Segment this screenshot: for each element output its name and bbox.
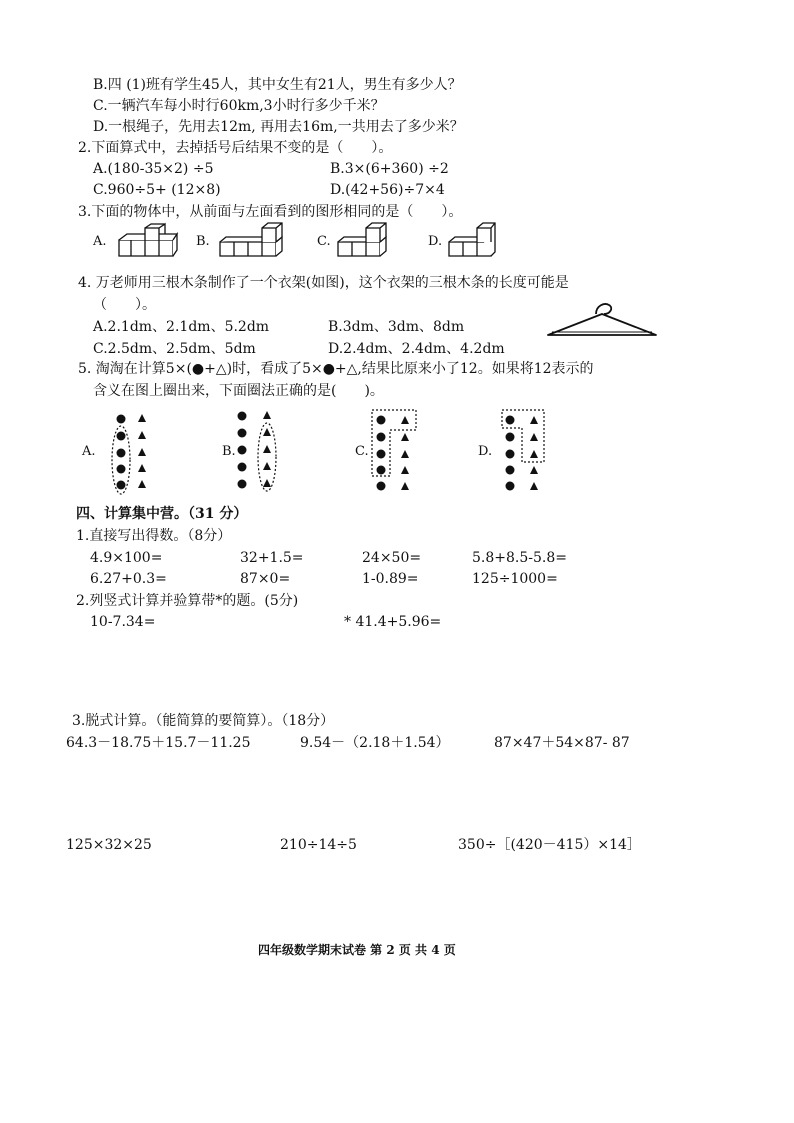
q3-label-c: C. [317, 234, 331, 249]
q5-figure-a [106, 410, 156, 496]
q4-stem: 4. 万老师用三根木条制作了一个衣架(如图)，这个衣架的三根木条的长度可能是 [78, 275, 569, 291]
stepwise-calc-item: 210÷14÷5 [280, 837, 357, 853]
calc-item: 87×0= [240, 571, 291, 587]
calc-item: 5.8+8.5-5.8= [472, 550, 567, 566]
q3-label-b: B. [196, 234, 210, 249]
q2-option-b: B.3×(6+360) ÷2 [330, 161, 449, 177]
calc-item: 32+1.5= [240, 550, 304, 566]
q1-option-b: B.四 (1)班有学生45人，其中女生有21人，男生有多少人？ [93, 77, 462, 93]
q4-option-a: A.2.1dm、2.1dm、5.2dm [93, 319, 270, 335]
stepwise-calc-item: 87×47＋54×87- 87 [494, 735, 630, 751]
q1-option-c: C.一辆汽车每小时行60km,3小时行多少千米？ [93, 98, 385, 114]
q1-option-d: D.一根绳子，先用去12m, 再用去16m,一共用去了多少米？ [93, 119, 464, 135]
q5-label-b: B. [222, 444, 236, 459]
q5-figure-b [232, 405, 280, 495]
section4-title: 四、计算集中营。（31 分） [76, 506, 248, 522]
q5-line1: 5. 淘淘在计算5×(●+△)时，看成了5×●+△,结果比原来小了12。如果将12表示的 [78, 361, 594, 377]
q5-figure-d [498, 408, 550, 494]
q4-option-d: D.2.4dm、2.4dm、4.2dm [328, 341, 505, 357]
q5-figure-c [368, 408, 420, 494]
q5-line2: 含义在图上圈出来，下面圈法正确的是( )。 [93, 383, 384, 399]
calc-item: 1-0.89= [362, 571, 419, 587]
q5-label-c: C. [355, 444, 369, 459]
q4-blank: （ ）。 [93, 297, 156, 313]
stepwise-calc-item: 125×32×25 [66, 837, 152, 853]
calc-item: 24×50= [362, 550, 422, 566]
q2-option-a: A.(180-35×2) ÷5 [93, 161, 214, 177]
q3-cube-figure-d [447, 224, 499, 262]
q4-option-c: C.2.5dm、2.5dm、5dm [93, 341, 256, 357]
calc-item: 6.27+0.3= [90, 571, 167, 587]
q2-option-c: C.960÷5+ (12×8) [93, 182, 221, 198]
stepwise-calc-item: 9.54－（2.18＋1.54） [300, 735, 450, 751]
q2-option-d: D.(42+56)÷7×4 [330, 182, 445, 198]
q3-cube-figure-a [115, 226, 185, 260]
q5-label-a: A. [82, 444, 96, 459]
calc-item: 4.9×100= [90, 550, 163, 566]
page-footer: 四年级数学期末试卷 第 2 页 共 4 页 [258, 943, 456, 957]
q5-label-d: D. [478, 444, 493, 459]
q3-label-d: D. [428, 234, 443, 249]
stepwise-calc-item: 350÷［(420－415）×14］ [458, 837, 641, 853]
q4-option-b: B.3dm、3dm、8dm [328, 319, 465, 335]
vertical-calc-item: * 41.4+5.96= [344, 614, 442, 630]
q3-label-a: A. [93, 234, 107, 249]
calc-item: 125÷1000= [472, 571, 558, 587]
section4-p3-title: 3.脱式计算。（能简算的要简算）。（18分） [72, 713, 335, 729]
vertical-calc-item: 10-7.34= [90, 614, 156, 630]
q3-cube-figure-b [218, 226, 288, 260]
section4-p1-title: 1.直接写出得数。（8分） [76, 528, 232, 544]
section4-p2-title: 2.列竖式计算并验算带*的题。(5分) [76, 593, 299, 609]
stepwise-calc-item: 64.3－18.75＋15.7－11.25 [66, 735, 251, 751]
coat-hanger-figure [544, 298, 662, 344]
q3-cube-figure-c [336, 226, 398, 260]
q2-stem: 2.下面算式中，去掉括号后结果不变的是（ ）。 [78, 140, 393, 156]
q3-stem: 3.下面的物体中，从前面与左面看到的图形相同的是（ ）。 [78, 204, 463, 220]
